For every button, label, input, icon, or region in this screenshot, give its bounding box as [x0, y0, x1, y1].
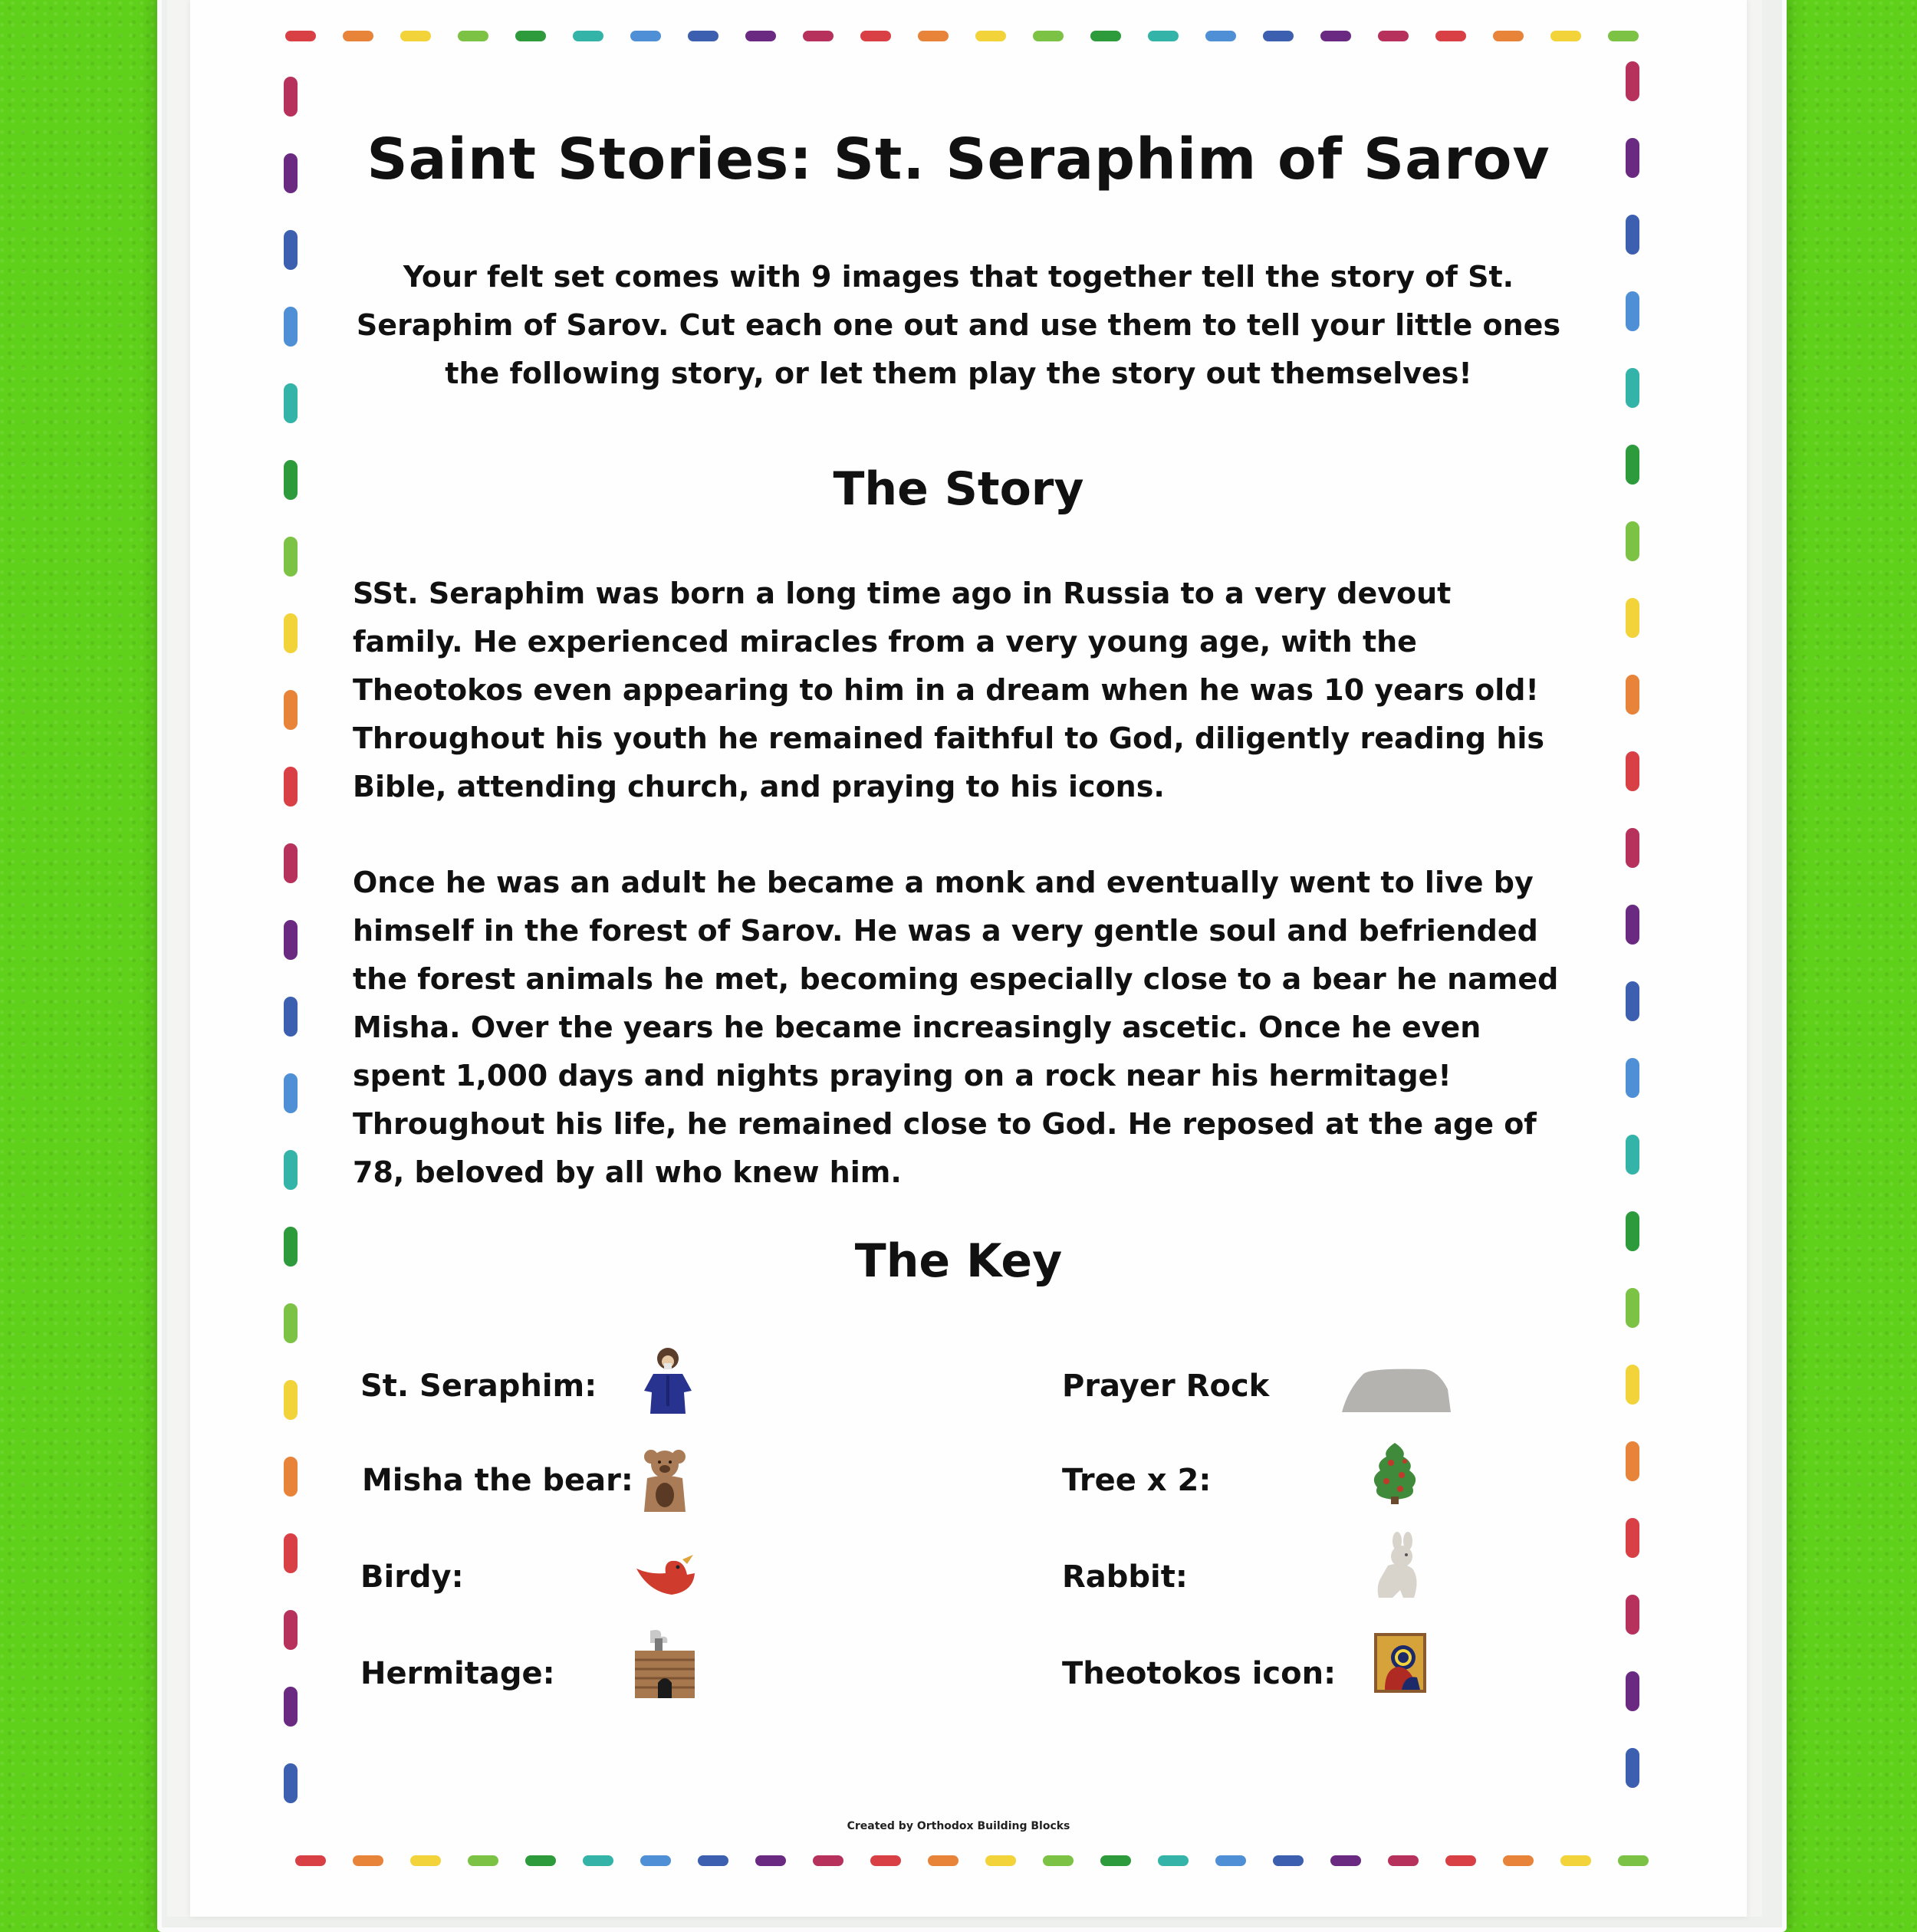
bird-icon: [633, 1552, 698, 1602]
monk-icon: [641, 1343, 695, 1423]
key-label-misha: Misha the bear:: [362, 1463, 633, 1498]
story-heading: The Story: [833, 462, 1084, 516]
bear-icon: [640, 1447, 690, 1516]
story-paragraph-1: SSt. Seraphim was born a long time ago in Russia to a very devout family. He experienced miracles from a very young age, with the Theotokos even appearing to him in a dream when he was 10 years old! Throughout his youth he remained faithful to God, diligently reading his Bible, attending church, and praying to his icons.: [353, 577, 1545, 803]
icon-painting-icon: [1374, 1633, 1426, 1696]
key-label-birdy: Birdy:: [360, 1559, 464, 1595]
key-label-tree: Tree x 2:: [1062, 1463, 1212, 1498]
footer-credit: Created by Orthodox Building Blocks: [847, 1820, 1070, 1832]
key-label-hermitage: Hermitage:: [360, 1656, 555, 1691]
key-label-prayer-rock: Prayer Rock: [1062, 1368, 1270, 1404]
story-paragraph-2: Once he was an adult he became a monk and eventually went to live by himself in the forest of Sarov. He was a very gentle soul and befriended the forest animals he met, becoming especially close to a bear he named Misha. Over the years he became increasingly ascetic. Once he even spent 1,000 days and nights praying on a rock near his hermitage! Throughout his life, he remained close to God. He reposed at the age of 78, beloved by all who knew him.: [353, 866, 1559, 1189]
intro-text: Your felt set comes with 9 images that together tell the story of St. Seraphim of Sarov. Cut each one out and use them to tell your little ones the following story, or let them play the story out themselves!: [356, 260, 1561, 390]
hut-icon: [632, 1629, 698, 1703]
key-label-st-seraphim: St. Seraphim:: [360, 1368, 597, 1404]
key-heading: The Key: [854, 1234, 1063, 1288]
tree-icon: [1368, 1441, 1422, 1507]
rabbit-icon: [1373, 1532, 1423, 1602]
key-label-rabbit: Rabbit:: [1062, 1559, 1188, 1595]
rock-icon: [1340, 1366, 1452, 1417]
key-label-theotokos: Theotokos icon:: [1062, 1656, 1337, 1691]
page-title: Saint Stories: St. Seraphim of Sarov: [367, 127, 1550, 192]
